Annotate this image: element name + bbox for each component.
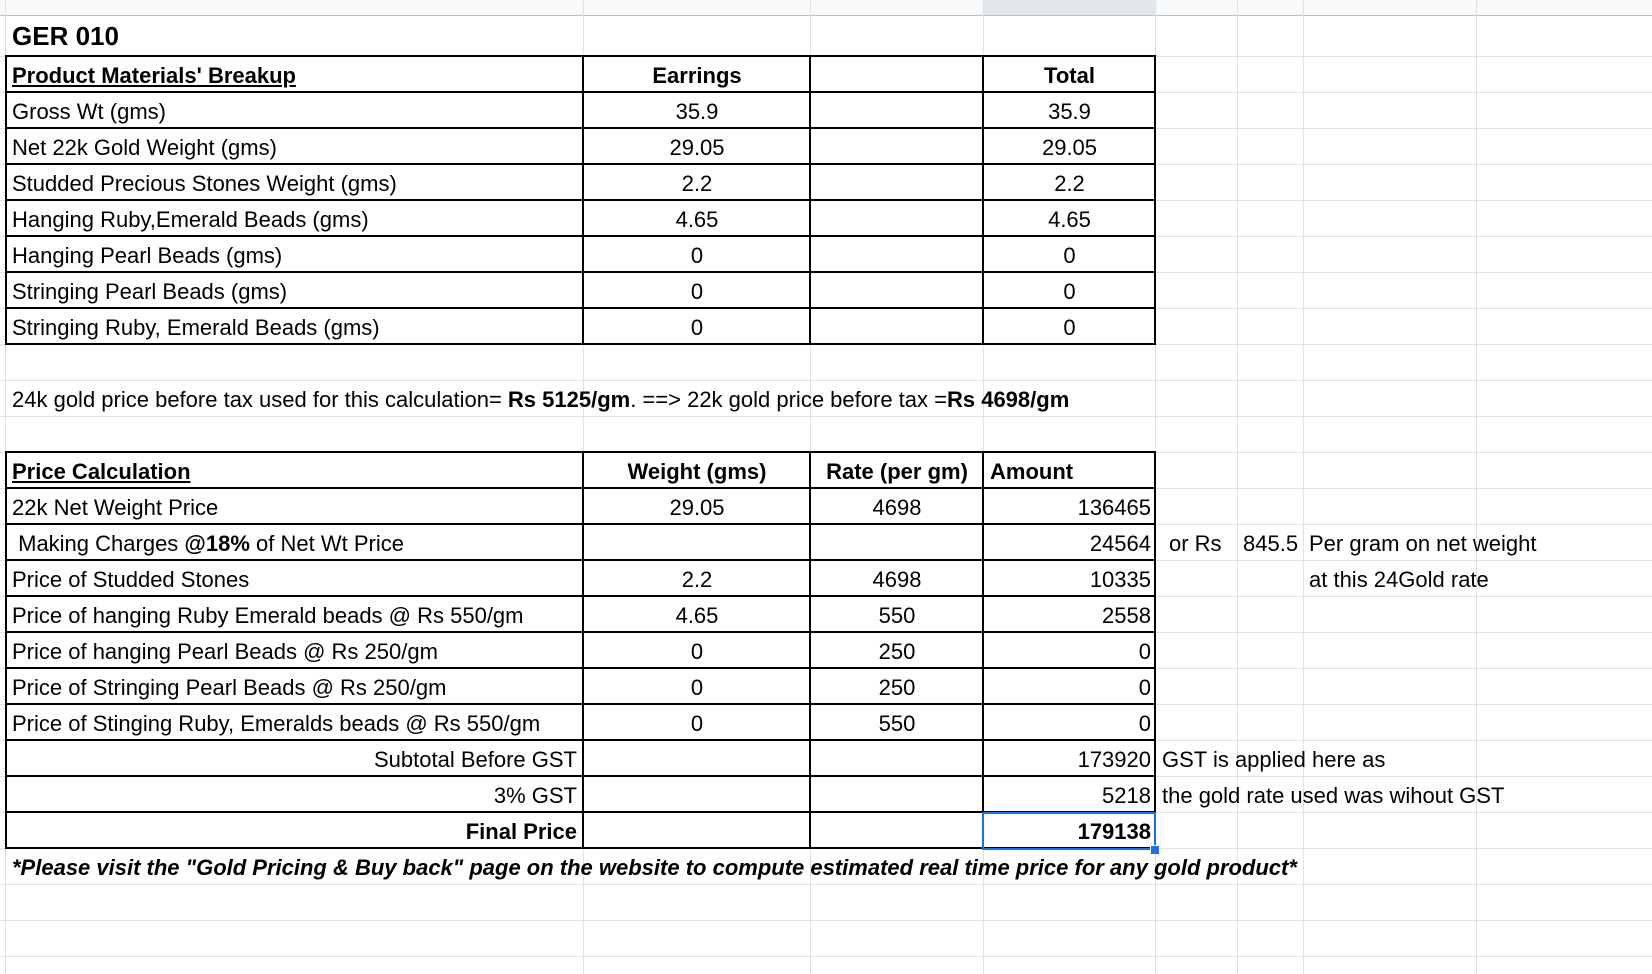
price-row-label[interactable]: 22k Net Weight Price (12, 495, 219, 520)
materials-row-earrings[interactable]: 35.9 (675, 99, 719, 124)
per-gram-note[interactable]: Per gram on net weight (1309, 531, 1537, 556)
price-row-label[interactable]: Price of hanging Ruby Emerald beads @ Rs 550/gm (12, 603, 524, 628)
gold-note-22k-rate: Rs 4698/gm (946, 387, 1070, 412)
materials-row-label[interactable]: Stringing Pearl Beads (gms) (12, 279, 288, 304)
price-row-amount[interactable]: 0 (1138, 711, 1151, 736)
gst-note-line-2[interactable]: the gold rate used was wihout GST (1162, 783, 1505, 808)
materials-row-earrings[interactable]: 4.65 (675, 207, 719, 232)
materials-row-total[interactable]: 4.65 (1048, 207, 1091, 232)
gst-amount[interactable]: 5218 (1102, 783, 1151, 808)
gst-label[interactable]: 3% GST (493, 783, 577, 808)
price-row-rate[interactable]: 250 (878, 639, 916, 664)
subtotal-amount[interactable]: 173920 (1077, 747, 1151, 772)
gold-note-24k-rate: Rs 5125/gm (507, 387, 631, 412)
price-header-amount[interactable]: Amount (990, 459, 1074, 484)
making-charges-text: Making Charges (12, 531, 185, 556)
gold-note-text-2: . ==> 22k gold price before tax = (630, 387, 947, 412)
making-charges-suffix: of Net Wt Price (249, 531, 404, 556)
materials-row-total[interactable]: 2.2 (1054, 171, 1085, 196)
price-row-label[interactable]: Price of Studded Stones (12, 567, 250, 592)
price-row-weight[interactable]: 0 (690, 675, 704, 700)
price-header-rate[interactable]: Rate (per gm) (826, 459, 968, 484)
selected-cell-outline (982, 812, 1156, 850)
final-price-label[interactable]: Final Price (465, 819, 577, 844)
selected-column-header[interactable] (983, 0, 1155, 15)
making-charges-percent: @18% (184, 531, 250, 556)
price-row-rate[interactable]: 4698 (872, 495, 922, 520)
materials-row-total[interactable]: 29.05 (1041, 135, 1098, 160)
materials-row-earrings[interactable]: 0 (690, 315, 704, 340)
subtotal-label[interactable]: Subtotal Before GST (374, 747, 577, 772)
materials-header-blank[interactable] (811, 57, 983, 95)
price-row-rate[interactable]: 550 (878, 711, 916, 736)
price-row-weight[interactable]: 0 (690, 711, 704, 736)
materials-row-earrings[interactable]: 0 (690, 243, 704, 268)
materials-row-total[interactable]: 0 (1063, 279, 1076, 304)
gst-note-line-1[interactable]: GST is applied here as (1162, 747, 1386, 772)
materials-header-earrings[interactable]: Earrings (652, 63, 742, 88)
price-row-rate[interactable]: 550 (878, 603, 916, 628)
column-header-bar[interactable] (0, 0, 1652, 16)
price-row-weight[interactable]: 2.2 (681, 567, 713, 592)
price-row-rate[interactable]: 4698 (872, 567, 922, 592)
price-row-label[interactable]: Price of Stringing Pearl Beads @ Rs 250/gm (12, 675, 447, 700)
footer-note[interactable]: *Please visit the "Gold Pricing & Buy back" page on the website to compute estimated real time price for any gold product* (12, 855, 1297, 880)
materials-row-total[interactable]: 0 (1063, 243, 1076, 268)
materials-row-label[interactable]: Hanging Pearl Beads (gms) (12, 243, 283, 268)
materials-header-total[interactable]: Total (1044, 63, 1095, 88)
price-row-weight[interactable]: 4.65 (675, 603, 719, 628)
price-row-amount[interactable]: 24564 (1089, 531, 1151, 556)
or-rs-label[interactable]: or Rs (1169, 531, 1222, 556)
price-header-weight[interactable]: Weight (gms) (627, 459, 767, 484)
price-row-amount[interactable]: 0 (1138, 639, 1151, 664)
price-row-amount[interactable]: 0 (1138, 675, 1151, 700)
price-row-weight[interactable]: 0 (690, 639, 704, 664)
materials-row-earrings[interactable]: 0 (690, 279, 704, 304)
per-gram-value[interactable]: 845.5 (1243, 531, 1299, 556)
price-row-amount[interactable]: 2558 (1102, 603, 1151, 628)
materials-row-earrings[interactable]: 29.05 (669, 135, 725, 160)
materials-row-label[interactable]: Gross Wt (gms) (12, 99, 166, 124)
price-row-amount[interactable]: 10335 (1089, 567, 1151, 592)
rate-note[interactable]: at this 24Gold rate (1309, 567, 1489, 592)
materials-row-earrings[interactable]: 2.2 (681, 171, 713, 196)
price-row-label[interactable]: Price of hanging Pearl Beads @ Rs 250/gm (12, 639, 438, 664)
materials-row-label[interactable]: Studded Precious Stones Weight (gms) (12, 171, 397, 196)
materials-row-total[interactable]: 35.9 (1048, 99, 1091, 124)
gold-price-note[interactable] (6, 381, 1075, 419)
materials-row-label[interactable]: Stringing Ruby, Emerald Beads (gms) (12, 315, 380, 340)
making-charges-label[interactable] (6, 525, 410, 563)
sheet-title[interactable]: GER 010 (12, 21, 119, 51)
materials-row-label[interactable]: Hanging Ruby,Emerald Beads (gms) (12, 207, 369, 232)
price-row-weight[interactable]: 29.05 (669, 495, 725, 520)
price-row-amount[interactable]: 136465 (1077, 495, 1151, 520)
gold-note-text-1: 24k gold price before tax used for this calculation= (12, 387, 508, 412)
final-price-amount[interactable]: 179138 (1077, 819, 1151, 844)
materials-row-label[interactable]: Net 22k Gold Weight (gms) (12, 135, 277, 160)
materials-header-label[interactable]: Product Materials' Breakup (12, 63, 296, 88)
price-header-label[interactable]: Price Calculation (12, 459, 191, 484)
materials-row-total[interactable]: 0 (1063, 315, 1076, 340)
price-row-label[interactable]: Price of Stinging Ruby, Emeralds beads @ Rs 550/gm (12, 711, 541, 736)
price-row-rate[interactable]: 250 (878, 675, 916, 700)
